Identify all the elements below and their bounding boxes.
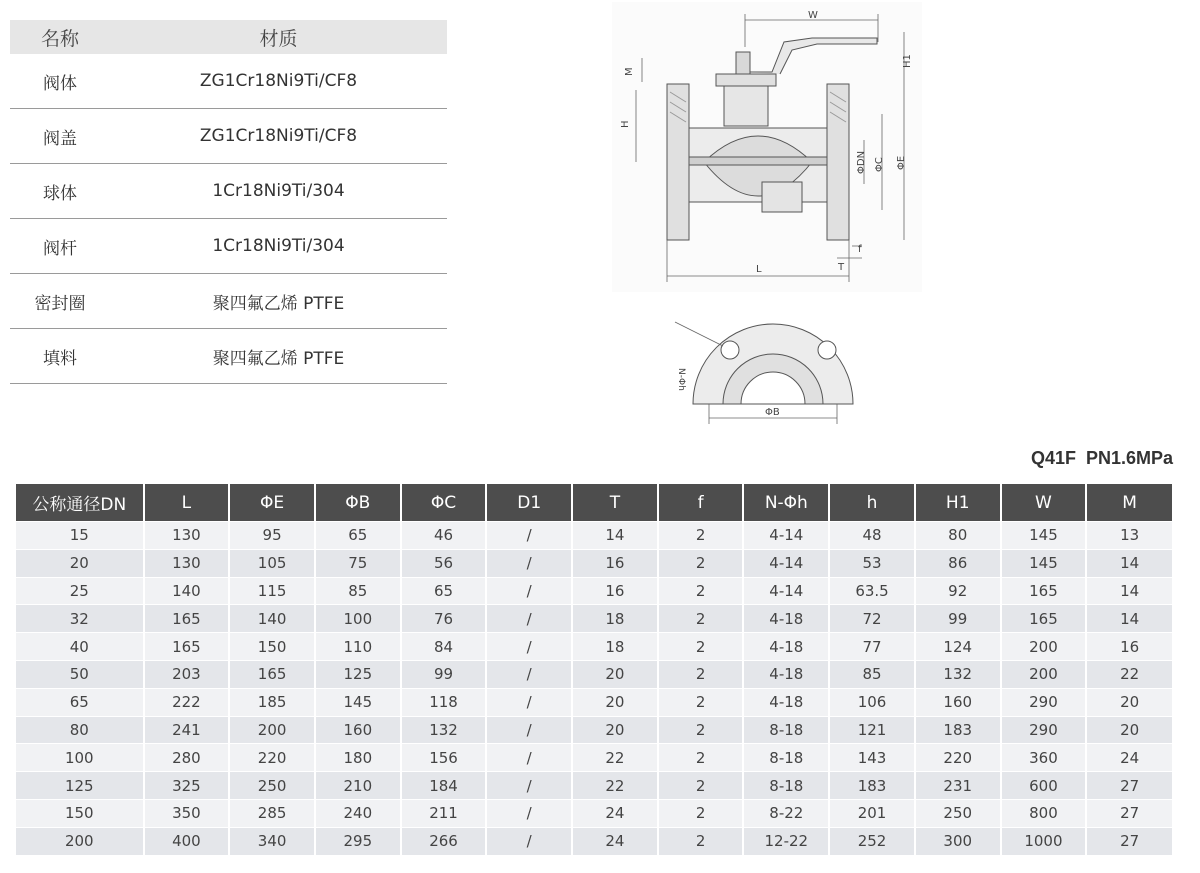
spec-cell: 2	[659, 550, 745, 577]
spec-cell: 24	[1120, 748, 1140, 767]
materials-row	[10, 164, 447, 219]
spec-cell: 65	[402, 578, 488, 605]
materials-row	[10, 219, 447, 274]
spec-header-cell: 公称通径DN	[16, 484, 145, 521]
spec-table-header	[16, 484, 1172, 521]
spec-row	[16, 549, 1172, 577]
spec-cell: 106	[830, 689, 916, 716]
spec-cell: 32	[16, 605, 145, 632]
spec-cell: 231	[916, 772, 1002, 799]
spec-header-cell: M	[1122, 492, 1137, 513]
spec-cell: 65	[316, 522, 402, 549]
spec-cell: /	[487, 717, 573, 744]
spec-cell: 165	[145, 633, 231, 660]
spec-cell: /	[487, 633, 573, 660]
spec-cell: 2	[659, 522, 745, 549]
spec-cell: 130	[145, 550, 231, 577]
spec-cell: 4-14	[744, 522, 830, 549]
dim-label-c: ΦC	[874, 157, 885, 172]
spec-cell: 14	[1120, 581, 1140, 600]
spec-cell: 20	[16, 550, 145, 577]
spec-cell: 2	[659, 744, 745, 771]
spec-cell: 8-18	[744, 717, 830, 744]
spec-cell: 150	[16, 800, 145, 827]
spec-cell: 80	[16, 717, 145, 744]
spec-header-cell: T	[573, 484, 659, 521]
spec-cell: 203	[145, 661, 231, 688]
spec-cell: 145	[1002, 522, 1088, 549]
spec-cell: 8-18	[744, 744, 830, 771]
spec-cell: 4-14	[744, 550, 830, 577]
dim-label-w: W	[808, 10, 818, 21]
spec-cell: 290	[1002, 717, 1088, 744]
spec-cell: 145	[316, 689, 402, 716]
spec-header-cell: L	[145, 484, 231, 521]
spec-cell: 22	[573, 744, 659, 771]
spec-cell: 180	[316, 744, 402, 771]
materials-row	[10, 109, 447, 164]
spec-cell: /	[487, 522, 573, 549]
spec-cell: 99	[916, 605, 1002, 632]
spec-cell: 300	[916, 828, 1002, 855]
materials-part-name: 密封圈	[34, 293, 86, 314]
spec-cell: 22	[573, 772, 659, 799]
spec-cell: 53	[830, 550, 916, 577]
spec-cell: 160	[916, 689, 1002, 716]
spec-cell: 132	[916, 661, 1002, 688]
spec-cell: 2	[659, 605, 745, 632]
spec-row	[16, 604, 1172, 632]
spec-cell: 22	[1120, 665, 1140, 684]
spec-cell: 100	[16, 744, 145, 771]
spec-cell: 2	[659, 578, 745, 605]
spec-cell: 160	[316, 717, 402, 744]
dim-label-h1: H1	[902, 54, 913, 68]
spec-cell: 121	[830, 717, 916, 744]
spec-header-cell: h	[830, 484, 916, 521]
spec-cell: 56	[402, 550, 488, 577]
spec-cell: 130	[145, 522, 231, 549]
spec-row	[16, 716, 1172, 744]
spec-cell: 77	[830, 633, 916, 660]
spec-cell: 85	[316, 578, 402, 605]
materials-part-material: 1Cr18Ni9Ti/304	[212, 236, 345, 256]
spec-cell: 143	[830, 744, 916, 771]
spec-cell: 360	[1002, 744, 1088, 771]
spec-cell: 1000	[1002, 828, 1088, 855]
spec-cell: 20	[573, 661, 659, 688]
spec-cell: /	[487, 800, 573, 827]
spec-row	[16, 521, 1172, 549]
materials-header	[10, 20, 447, 54]
spec-cell: 4-14	[744, 578, 830, 605]
spec-cell: 165	[1002, 605, 1088, 632]
spec-cell: 46	[402, 522, 488, 549]
spec-cell: 132	[402, 717, 488, 744]
spec-header-cell: H1	[916, 484, 1002, 521]
spec-cell: 20	[573, 689, 659, 716]
materials-part-name: 阀杆	[43, 238, 77, 259]
valve-flange-front-view-drawing	[665, 308, 875, 428]
spec-cell: 340	[230, 828, 316, 855]
spec-cell: 211	[402, 800, 488, 827]
spec-cell: 250	[230, 772, 316, 799]
spec-cell: 84	[402, 633, 488, 660]
spec-cell: 145	[1002, 550, 1088, 577]
spec-row	[16, 743, 1172, 771]
materials-header-material: 材质	[259, 27, 298, 50]
spec-cell: 325	[145, 772, 231, 799]
spec-cell: 27	[1120, 832, 1140, 851]
spec-cell: 50	[16, 661, 145, 688]
spec-cell: 27	[1120, 804, 1140, 823]
spec-cell: 156	[402, 744, 488, 771]
spec-row	[16, 827, 1172, 855]
spec-cell: 118	[402, 689, 488, 716]
materials-body	[10, 54, 447, 384]
spec-cell: 12-22	[744, 828, 830, 855]
spec-cell: 183	[830, 772, 916, 799]
spec-cell: 72	[830, 605, 916, 632]
spec-cell: 150	[230, 633, 316, 660]
spec-cell: /	[487, 550, 573, 577]
spec-cell: /	[487, 605, 573, 632]
spec-cell: 125	[16, 772, 145, 799]
spec-table	[16, 484, 1172, 855]
materials-part-material: 聚四氟乙烯 PTFE	[212, 348, 345, 369]
spec-cell: 16	[1120, 637, 1140, 656]
spec-cell: 241	[145, 717, 231, 744]
model-label: Q41F PN1.6MPa	[1030, 448, 1173, 468]
valve-side-view-drawing	[612, 2, 922, 292]
materials-row	[10, 274, 447, 329]
spec-cell: 18	[573, 605, 659, 632]
spec-cell: 295	[316, 828, 402, 855]
spec-cell: 115	[230, 578, 316, 605]
spec-cell: 16	[573, 578, 659, 605]
spec-cell: 2	[659, 717, 745, 744]
spec-cell: 20	[1120, 720, 1140, 739]
spec-cell: 20	[573, 717, 659, 744]
spec-cell: 86	[916, 550, 1002, 577]
spec-cell: 350	[145, 800, 231, 827]
spec-cell: 65	[16, 689, 145, 716]
spec-row	[16, 799, 1172, 827]
spec-header-cell: f	[659, 484, 745, 521]
spec-cell: 76	[402, 605, 488, 632]
spec-cell: 600	[1002, 772, 1088, 799]
spec-cell: 210	[316, 772, 402, 799]
spec-cell: 13	[1120, 526, 1140, 545]
spec-cell: 80	[916, 522, 1002, 549]
spec-header-cell: W	[1002, 484, 1088, 521]
spec-cell: 105	[230, 550, 316, 577]
spec-cell: 95	[230, 522, 316, 549]
materials-part-material: 1Cr18Ni9Ti/304	[212, 181, 345, 201]
materials-part-name: 阀盖	[43, 128, 77, 149]
spec-header-cell: D1	[487, 484, 573, 521]
spec-cell: 220	[916, 744, 1002, 771]
spec-row	[16, 660, 1172, 688]
spec-header-cell: ΦC	[402, 484, 488, 521]
spec-cell: 185	[230, 689, 316, 716]
spec-row	[16, 577, 1172, 605]
spec-cell: 800	[1002, 800, 1088, 827]
spec-cell: 20	[1120, 693, 1140, 712]
spec-cell: 8-18	[744, 772, 830, 799]
spec-cell: 75	[316, 550, 402, 577]
materials-part-name: 填料	[43, 348, 77, 369]
spec-header-cell: N-Φh	[744, 484, 830, 521]
spec-cell: 280	[145, 744, 231, 771]
spec-cell: 400	[145, 828, 231, 855]
spec-cell: /	[487, 744, 573, 771]
spec-cell: 140	[230, 605, 316, 632]
spec-cell: 4-18	[744, 689, 830, 716]
spec-cell: 200	[16, 828, 145, 855]
spec-cell: 240	[316, 800, 402, 827]
spec-cell: 24	[573, 828, 659, 855]
spec-cell: 18	[573, 633, 659, 660]
spec-cell: 250	[916, 800, 1002, 827]
spec-cell: 92	[916, 578, 1002, 605]
spec-cell: 4-18	[744, 661, 830, 688]
spec-cell: 14	[1120, 609, 1140, 628]
materials-part-name: 阀体	[43, 73, 77, 94]
spec-row	[16, 688, 1172, 716]
spec-cell: 140	[145, 578, 231, 605]
dim-label-t: T	[838, 262, 845, 273]
spec-cell: 27	[1120, 776, 1140, 795]
spec-cell: 16	[573, 550, 659, 577]
spec-cell: 184	[402, 772, 488, 799]
spec-cell: 99	[402, 661, 488, 688]
materials-part-name: 球体	[43, 183, 77, 204]
spec-cell: /	[487, 661, 573, 688]
spec-cell: 2	[659, 772, 745, 799]
spec-cell: 2	[659, 800, 745, 827]
spec-row	[16, 771, 1172, 799]
dim-label-h: H	[620, 120, 631, 128]
spec-cell: 183	[916, 717, 1002, 744]
dim-label-dn: ΦDN	[856, 150, 867, 174]
spec-cell: 110	[316, 633, 402, 660]
spec-cell: 252	[830, 828, 916, 855]
materials-part-material: ZG1Cr18Ni9Ti/CF8	[199, 71, 358, 91]
spec-cell: 2	[659, 633, 745, 660]
spec-cell: 25	[16, 578, 145, 605]
spec-cell: 100	[316, 605, 402, 632]
spec-cell: 200	[230, 717, 316, 744]
spec-cell: 24	[573, 800, 659, 827]
dim-label-nh: N-Φh	[676, 368, 686, 391]
spec-cell: 165	[145, 605, 231, 632]
materials-part-material: 聚四氟乙烯 PTFE	[212, 293, 345, 314]
dim-label-f: f	[858, 244, 862, 255]
spec-cell: 165	[230, 661, 316, 688]
materials-row	[10, 329, 447, 384]
spec-row	[16, 632, 1172, 660]
materials-table	[10, 20, 447, 384]
spec-cell: 48	[830, 522, 916, 549]
dim-label-e: ΦE	[896, 155, 907, 170]
dim-label-b: ΦB	[765, 407, 780, 418]
spec-cell: /	[487, 828, 573, 855]
spec-cell: 200	[1002, 661, 1088, 688]
spec-cell: 85	[830, 661, 916, 688]
spec-cell: 220	[230, 744, 316, 771]
spec-cell: 2	[659, 828, 745, 855]
spec-cell: 201	[830, 800, 916, 827]
spec-cell: /	[487, 689, 573, 716]
spec-cell: 2	[659, 689, 745, 716]
spec-header-cell: ΦE	[230, 484, 316, 521]
spec-cell: 14	[1120, 554, 1140, 573]
spec-cell: 4-18	[744, 633, 830, 660]
spec-cell: 4-18	[744, 605, 830, 632]
spec-cell: 2	[659, 661, 745, 688]
spec-cell: 40	[16, 633, 145, 660]
spec-cell: /	[487, 772, 573, 799]
spec-cell: 165	[1002, 578, 1088, 605]
spec-cell: 124	[916, 633, 1002, 660]
materials-header-name: 名称	[40, 27, 79, 50]
spec-table-body	[16, 521, 1172, 855]
spec-cell: 14	[573, 522, 659, 549]
spec-cell: /	[487, 578, 573, 605]
spec-cell: 285	[230, 800, 316, 827]
spec-cell: 125	[316, 661, 402, 688]
dim-label-l: L	[756, 264, 762, 275]
spec-cell: 222	[145, 689, 231, 716]
spec-cell: 63.5	[830, 578, 916, 605]
spec-cell: 266	[402, 828, 488, 855]
materials-part-material: ZG1Cr18Ni9Ti/CF8	[199, 126, 358, 146]
spec-cell: 290	[1002, 689, 1088, 716]
spec-header-cell: ΦB	[316, 484, 402, 521]
spec-cell: 15	[16, 522, 145, 549]
spec-cell: 8-22	[744, 800, 830, 827]
materials-row	[10, 54, 447, 109]
spec-cell: 200	[1002, 633, 1088, 660]
dim-label-m: M	[624, 67, 635, 76]
